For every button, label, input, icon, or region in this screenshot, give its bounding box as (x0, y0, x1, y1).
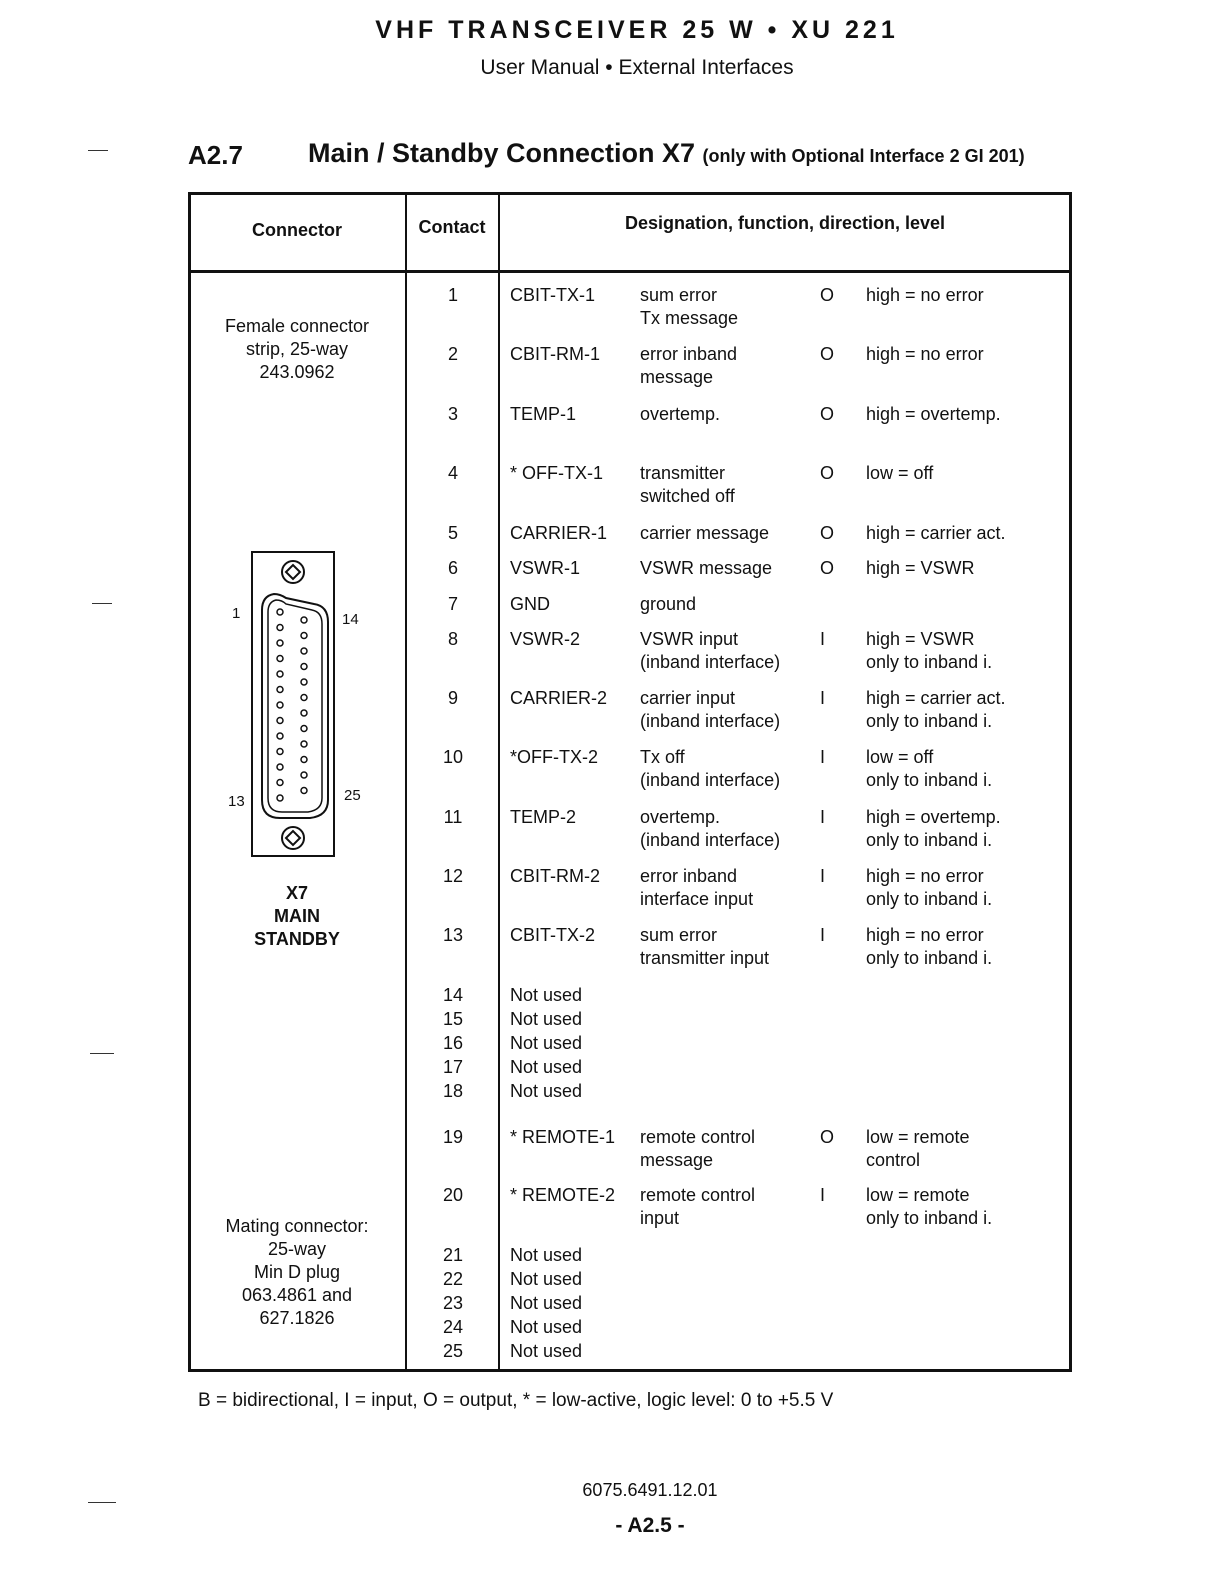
signal-direction: O (820, 1127, 835, 1147)
contact-number: 21 (442, 1245, 464, 1265)
contact-number: 14 (442, 985, 464, 1005)
signal-name: Not used (510, 1293, 583, 1313)
connector-pin (301, 726, 307, 732)
signal-direction: I (820, 807, 826, 827)
contact-number: 16 (442, 1033, 464, 1053)
signal-name: CBIT-TX-1 (510, 285, 596, 305)
connector-pin (301, 633, 307, 639)
signal-direction: I (820, 925, 826, 945)
pin-label-1: 1 (232, 605, 241, 622)
signal-level: high = VSWR (866, 558, 975, 578)
connector-pin (301, 788, 307, 794)
legend-footnote: B = bidirectional, I = input, O = output, * = low-active, logic level: 0 to +5.5 V (198, 1390, 834, 1411)
margin-mark (90, 1053, 114, 1054)
contact-number: 1 (447, 285, 458, 305)
signal-direction: I (820, 866, 826, 886)
signal-name: * REMOTE-2 (510, 1185, 616, 1205)
header-rule (188, 270, 1072, 273)
d-sub-25-icon (224, 550, 374, 860)
pin-label-25: 25 (344, 787, 361, 804)
signal-direction: I (820, 747, 826, 767)
connector-pin (277, 702, 283, 708)
connector-pin (301, 695, 307, 701)
margin-mark (88, 1502, 116, 1503)
connector-name: X7 MAIN STANDBY (254, 883, 340, 949)
document-number: 6075.6491.12.01 (582, 1480, 718, 1500)
signal-name: VSWR-2 (510, 629, 581, 649)
contact-number: 15 (442, 1009, 464, 1029)
contact-number: 5 (447, 523, 458, 543)
signal-function: sum error Tx message (640, 285, 739, 328)
signal-name: * OFF-TX-1 (510, 463, 603, 483)
section-note: (only with Optional Interface 2 GI 201) (702, 146, 1025, 166)
connector-pin (277, 671, 283, 677)
mating-connector: Mating connector: 25-way Min D plug 063.4861 and 627.1826 (225, 1216, 369, 1328)
contact-number: 6 (447, 558, 458, 578)
signal-name: Not used (510, 1245, 583, 1265)
signal-level: low = remote control (866, 1127, 970, 1170)
contact-number: 3 (447, 404, 458, 424)
contact-number: 8 (447, 629, 458, 649)
margin-mark (92, 603, 112, 604)
connector-pin (277, 609, 283, 615)
signal-name: Not used (510, 1081, 583, 1101)
signal-function: overtemp. (640, 404, 721, 424)
contact-number: 24 (442, 1317, 464, 1337)
connector-pin (277, 764, 283, 770)
section-number: A2.7 (188, 140, 243, 170)
contact-number: 2 (447, 344, 458, 364)
signal-direction: O (820, 558, 835, 578)
signal-direction: O (820, 285, 835, 305)
section-title-text: Main / Standby Connection X7 (308, 138, 696, 168)
column-divider (405, 192, 407, 1372)
signal-function: overtemp. (inband interface) (640, 807, 781, 850)
document-title: VHF TRANSCEIVER 25 W • XU 221 (375, 16, 899, 44)
connector-pin (277, 656, 283, 662)
contact-number: 22 (442, 1269, 464, 1289)
signal-direction: O (820, 344, 835, 364)
signal-function: remote control message (640, 1127, 756, 1170)
signal-direction: I (820, 629, 826, 649)
contact-number: 20 (442, 1185, 464, 1205)
connector-pin (301, 648, 307, 654)
contact-number: 9 (447, 688, 458, 708)
signal-name: Not used (510, 1057, 583, 1077)
signal-direction: I (820, 688, 826, 708)
contact-number: 10 (442, 747, 464, 767)
d-sub-connector-drawing (224, 550, 374, 860)
connector-pin (301, 741, 307, 747)
signal-level: high = carrier act. (866, 523, 1006, 543)
contact-number: 7 (447, 594, 458, 614)
contact-number: 23 (442, 1293, 464, 1313)
signal-name: TEMP-2 (510, 807, 577, 827)
connector-pin (277, 733, 283, 739)
signal-level: high = overtemp. (866, 404, 1001, 424)
contact-number: 4 (447, 463, 458, 483)
signal-function: remote control input (640, 1185, 756, 1228)
pin-label-14: 14 (342, 611, 359, 628)
connector-pin (301, 664, 307, 670)
signal-function: VSWR input (inband interface) (640, 629, 781, 672)
signal-name: GND (510, 594, 550, 614)
signal-level: low = off (866, 463, 934, 483)
signal-function: Tx off (inband interface) (640, 747, 781, 790)
signal-direction: O (820, 463, 835, 483)
signal-direction: O (820, 523, 835, 543)
pin-label-13: 13 (228, 793, 245, 810)
margin-mark (88, 150, 108, 151)
signal-level: high = overtemp. only to inband i. (866, 807, 1001, 850)
connector-pin (277, 640, 283, 646)
section-title (308, 138, 1025, 169)
connector-pin (277, 718, 283, 724)
signal-name: Not used (510, 1269, 583, 1289)
signal-function: sum error transmitter input (640, 925, 770, 968)
signal-level: low = remote only to inband i. (866, 1185, 993, 1228)
signal-level: high = no error only to inband i. (866, 925, 993, 968)
signal-level: high = no error (866, 285, 984, 305)
column-divider (498, 192, 500, 1372)
signal-function: VSWR message (640, 558, 773, 578)
signal-function: error inband interface input (640, 866, 754, 909)
signal-name: TEMP-1 (510, 404, 577, 424)
signal-function: error inband message (640, 344, 738, 387)
contact-number: 18 (442, 1081, 464, 1101)
connector-pin (301, 679, 307, 685)
signal-name: Not used (510, 985, 583, 1005)
document-subtitle: User Manual • External Interfaces (480, 56, 794, 79)
header-contact: Contact (418, 217, 486, 237)
connector-pin (277, 795, 283, 801)
signal-name: Not used (510, 1341, 583, 1361)
connector-pin (301, 772, 307, 778)
contact-number: 13 (442, 925, 464, 945)
signal-name: Not used (510, 1033, 583, 1053)
contact-number: 17 (442, 1057, 464, 1077)
signal-level: high = carrier act. only to inband i. (866, 688, 1006, 731)
signal-name: Not used (510, 1317, 583, 1337)
connector-pin (277, 687, 283, 693)
signal-level: high = no error (866, 344, 984, 364)
signal-name: *OFF-TX-2 (510, 747, 598, 767)
signal-name: * REMOTE-1 (510, 1127, 616, 1147)
signal-name: CARRIER-2 (510, 688, 608, 708)
connector-pin (301, 757, 307, 763)
signal-function: carrier input (inband interface) (640, 688, 781, 731)
signal-level: low = off only to inband i. (866, 747, 993, 790)
signal-name: CBIT-TX-2 (510, 925, 596, 945)
signal-function: transmitter switched off (640, 463, 735, 506)
signal-function: ground (640, 594, 697, 614)
contact-number: 12 (442, 866, 464, 886)
signal-name: VSWR-1 (510, 558, 581, 578)
signal-name: Not used (510, 1009, 583, 1029)
contact-number: 19 (442, 1127, 464, 1147)
contact-number: 25 (442, 1341, 464, 1361)
signal-name: CBIT-RM-1 (510, 344, 600, 364)
connector-pin (277, 749, 283, 755)
header-connector: Connector (252, 220, 342, 240)
contact-number: 11 (443, 807, 463, 827)
signal-name: CBIT-RM-2 (510, 866, 600, 886)
signal-direction: I (820, 1185, 826, 1205)
signal-level: high = no error only to inband i. (866, 866, 993, 909)
signal-function: carrier message (640, 523, 770, 543)
header-designation: Designation, function, direction, level (624, 213, 946, 233)
connector-description: Female connector strip, 25-way 243.0962 (224, 316, 370, 382)
page-number: - A2.5 - (615, 1514, 685, 1537)
connector-pin (277, 780, 283, 786)
signal-direction: O (820, 404, 835, 424)
connector-pin (301, 710, 307, 716)
signal-name: CARRIER-1 (510, 523, 608, 543)
connector-pin (277, 625, 283, 631)
connector-pin (301, 617, 307, 623)
signal-level: high = VSWR only to inband i. (866, 629, 993, 672)
